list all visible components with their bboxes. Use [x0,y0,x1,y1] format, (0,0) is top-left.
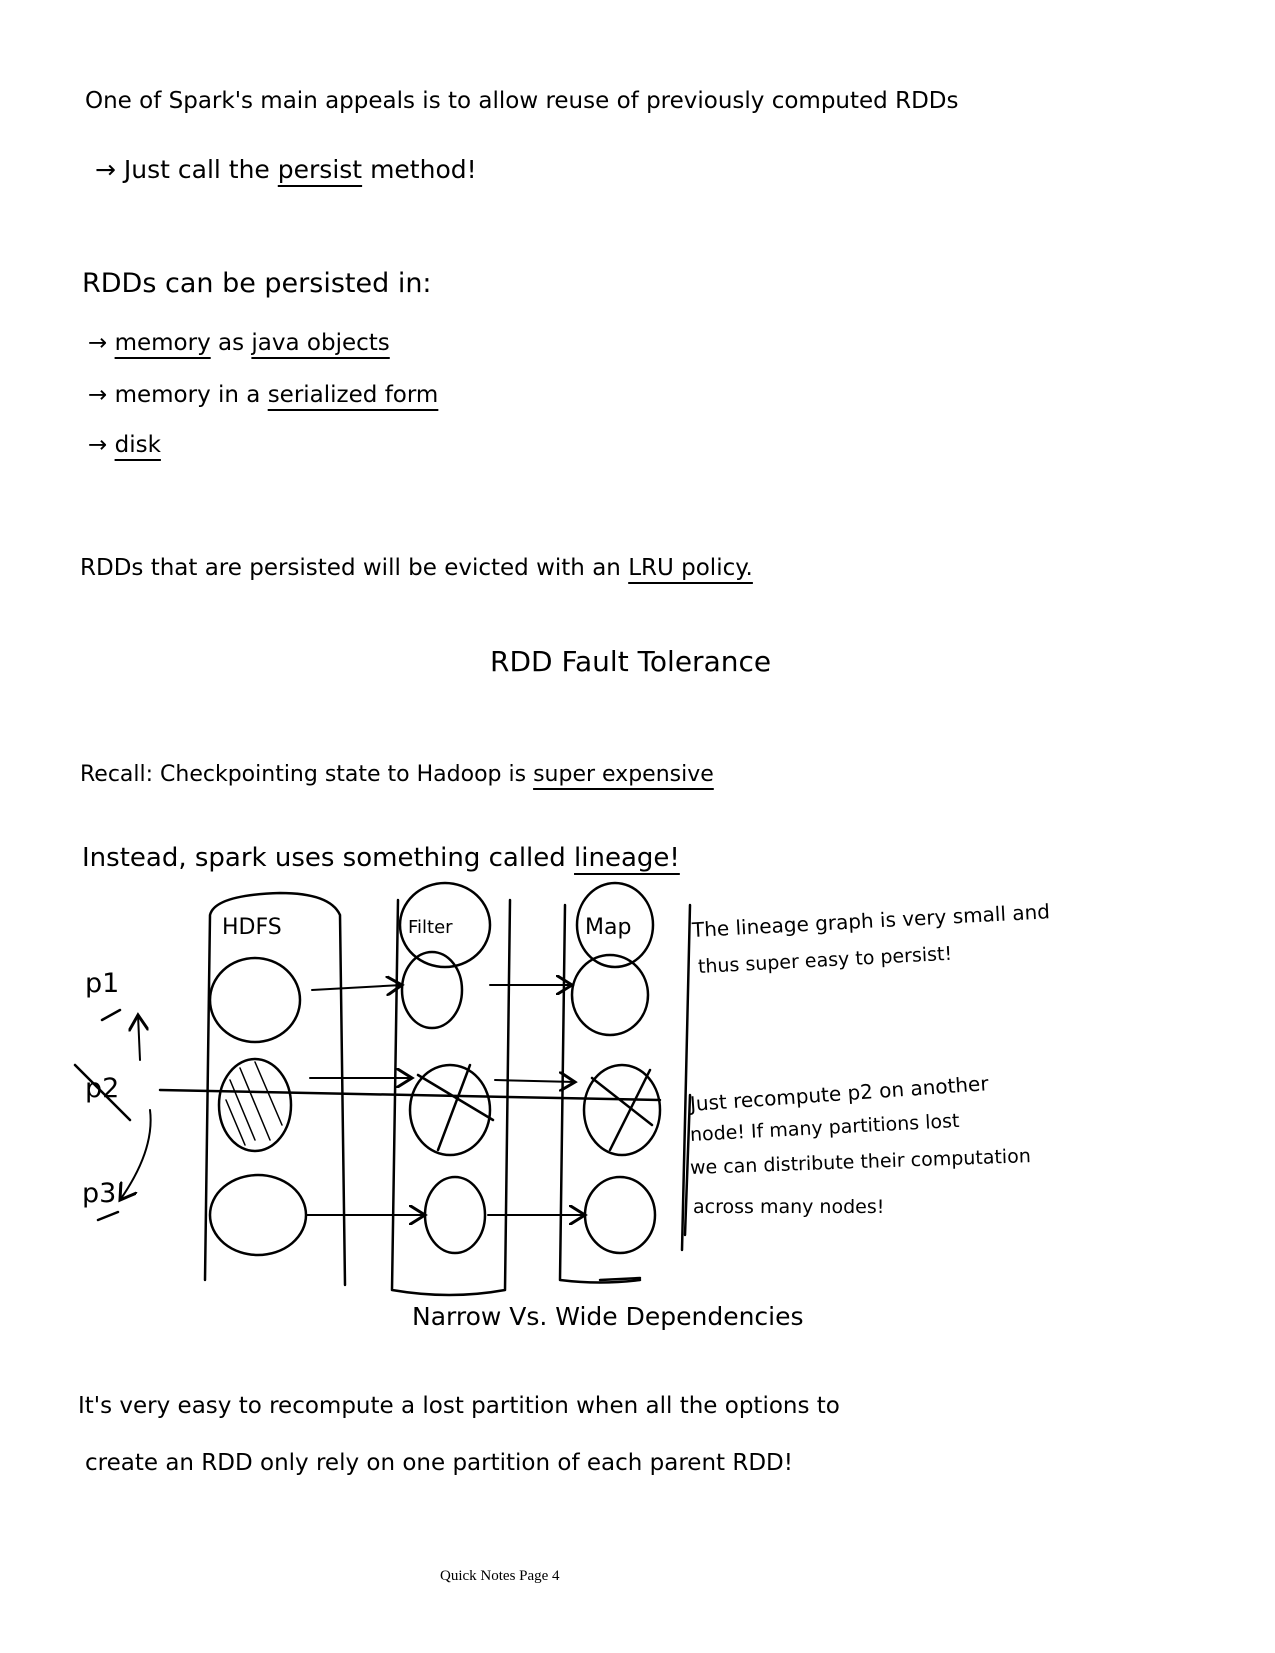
map-partition-2-lost [584,1065,660,1155]
memory-word: memory [114,330,211,356]
hdfs-column [205,893,345,1285]
column-label-hdfs: HDFS [222,915,282,940]
partition-label-p2: p2 [85,1073,120,1104]
intro-prefix: → Just call the [95,155,270,184]
hatch [226,1062,282,1145]
recompute-note-4: across many nodes! [693,1196,885,1218]
filter-partition-1 [402,952,462,1028]
lineage-note-1: The lineage graph is very small and [691,899,1051,942]
section-title-fault-tolerance: RDD Fault Tolerance [490,645,772,678]
lineage-word: lineage! [574,843,680,873]
closing-line-2: create an RDD only rely on one partition of each parent RDD! [85,1450,793,1476]
arrow: → [88,432,108,458]
persist-heading: RDDs can be persisted in: [82,268,432,299]
map-column [560,905,690,1283]
java-objects: java objects [251,330,390,356]
persist-keyword: persist [277,155,363,184]
disk-word: disk [114,432,161,458]
serialized-form: serialized form [267,382,439,408]
lineage-note-2: thus super easy to persist! [697,942,953,978]
instead-text: Instead, spark uses something called [82,843,566,873]
arrow: → [88,330,108,356]
recall-text: Recall: Checkpointing state to Hadoop is [80,762,527,787]
lineage-arrows [306,985,585,1215]
partition-label-p3: p3 [82,1178,117,1209]
filter-partition-3 [425,1177,485,1253]
intro-suffix: method! [370,155,477,184]
hdfs-partition-3 [210,1175,306,1255]
super-expensive: super expensive [533,762,714,787]
closing-line-1: It's very easy to recompute a lost partition when all the options to [78,1393,840,1419]
recompute-note-3: we can distribute their computation [689,1145,1032,1179]
column-label-filter: Filter [408,917,453,938]
as-word: as [218,330,245,356]
hdfs-partition-1 [210,958,300,1042]
intro-line-1: One of Spark's main appeals is to allow reuse of previously computed RDDs [85,88,959,114]
column-label-map: Map [585,915,632,940]
eviction-text: RDDs that are persisted will be evicted with an [80,555,621,581]
map-partition-3 [585,1177,655,1253]
arrow: → [88,382,108,408]
partition-label-p1: p1 [85,968,120,999]
lru-policy: LRU policy. [628,555,753,581]
recompute-note-1: Just recompute p2 on another [689,1071,990,1116]
section-title-dependencies: Narrow Vs. Wide Dependencies [412,1302,804,1331]
page-footer: Quick Notes Page 4 [440,1568,560,1584]
memory-in-a: memory in a [114,382,261,408]
recompute-note-2: node! If many partitions lost [689,1109,960,1146]
